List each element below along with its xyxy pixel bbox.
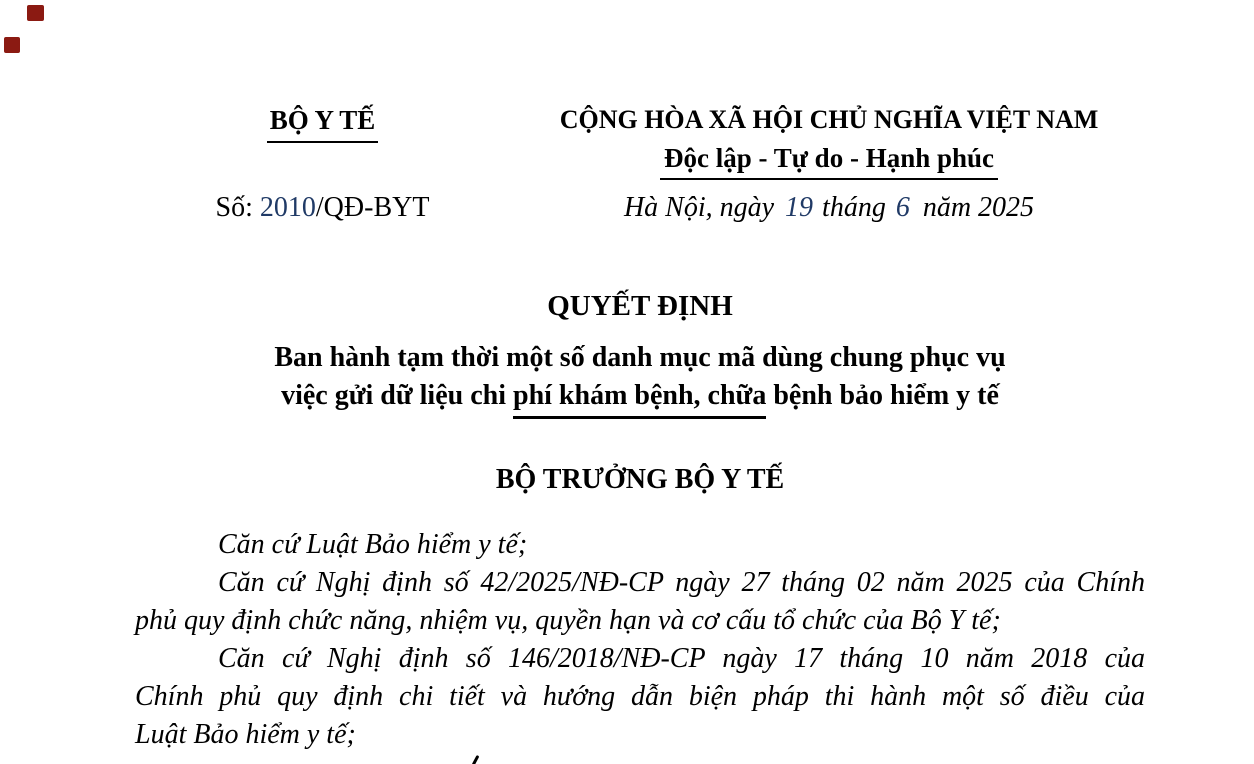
recital-line-3: phủ quy định chức năng, nhiệm vụ, quyền hạn và cơ cấu tổ chức của Bộ Y tế; — [135, 605, 1001, 636]
subject-line2-pre: việc gửi dữ liệu chi — [281, 380, 506, 411]
doc-subject-line2 — [135, 378, 1145, 419]
cutoff-line-accent — [472, 755, 480, 764]
national-title: CỘNG HÒA XÃ HỘI CHỦ NGHĨA VIỆT NAM — [559, 105, 1099, 134]
issuing-agency-block — [200, 104, 445, 143]
recital-line-1: Căn cứ Luật Bảo hiểm y tế; — [218, 529, 528, 560]
date-prefix: Hà Nội, ngày — [623, 192, 775, 223]
doc-number-suffix: /QĐ-BYT — [315, 192, 430, 223]
recital-line-6: Luật Bảo hiểm y tế; — [135, 719, 356, 750]
recital-line-2: Căn cứ Nghị định số 42/2025/NĐ-CP ngày 27 tháng 02 năm 2025 của Chính — [218, 567, 1145, 598]
doc-number-value: 2010 — [259, 192, 316, 223]
date-month-label: tháng — [822, 192, 886, 223]
national-motto: Độc lập - Tự do - Hạnh phúc — [660, 142, 998, 180]
national-motto-wrap — [518, 142, 1140, 180]
recital-line-5: Chính phủ quy định chi tiết và hướng dẫn biện pháp thi hành một số điều của — [135, 681, 1145, 712]
doc-number-label: Số: — [215, 192, 260, 223]
red-corner-mark-1 — [27, 5, 44, 21]
document-number-line — [200, 191, 445, 225]
red-corner-mark-2 — [4, 37, 20, 53]
place-date-line — [518, 190, 1140, 226]
doc-type-title: QUYẾT ĐỊNH — [547, 290, 733, 322]
date-day-value: 19 — [785, 192, 814, 223]
issuer-title: BỘ TRƯỞNG BỘ Y TẾ — [495, 464, 785, 495]
recitals-block — [135, 526, 1145, 754]
date-month-value: 6 — [895, 192, 910, 223]
ministry-name: BỘ Y TẾ — [267, 104, 379, 143]
date-year-label: năm 2025 — [922, 192, 1035, 223]
underlined-phrase: phí khám bệnh, chữa — [513, 378, 766, 419]
recital-line-4: Căn cứ Nghị định số 146/2018/NĐ-CP ngày 17 tháng 10 năm 2018 của — [218, 643, 1145, 674]
national-header-block — [518, 104, 1140, 136]
doc-subject-line1: Ban hành tạm thời một số danh mục mã dùng chung phục vụ — [274, 342, 1006, 373]
subject-line2-post: bệnh bảo hiểm y tế — [773, 380, 999, 411]
